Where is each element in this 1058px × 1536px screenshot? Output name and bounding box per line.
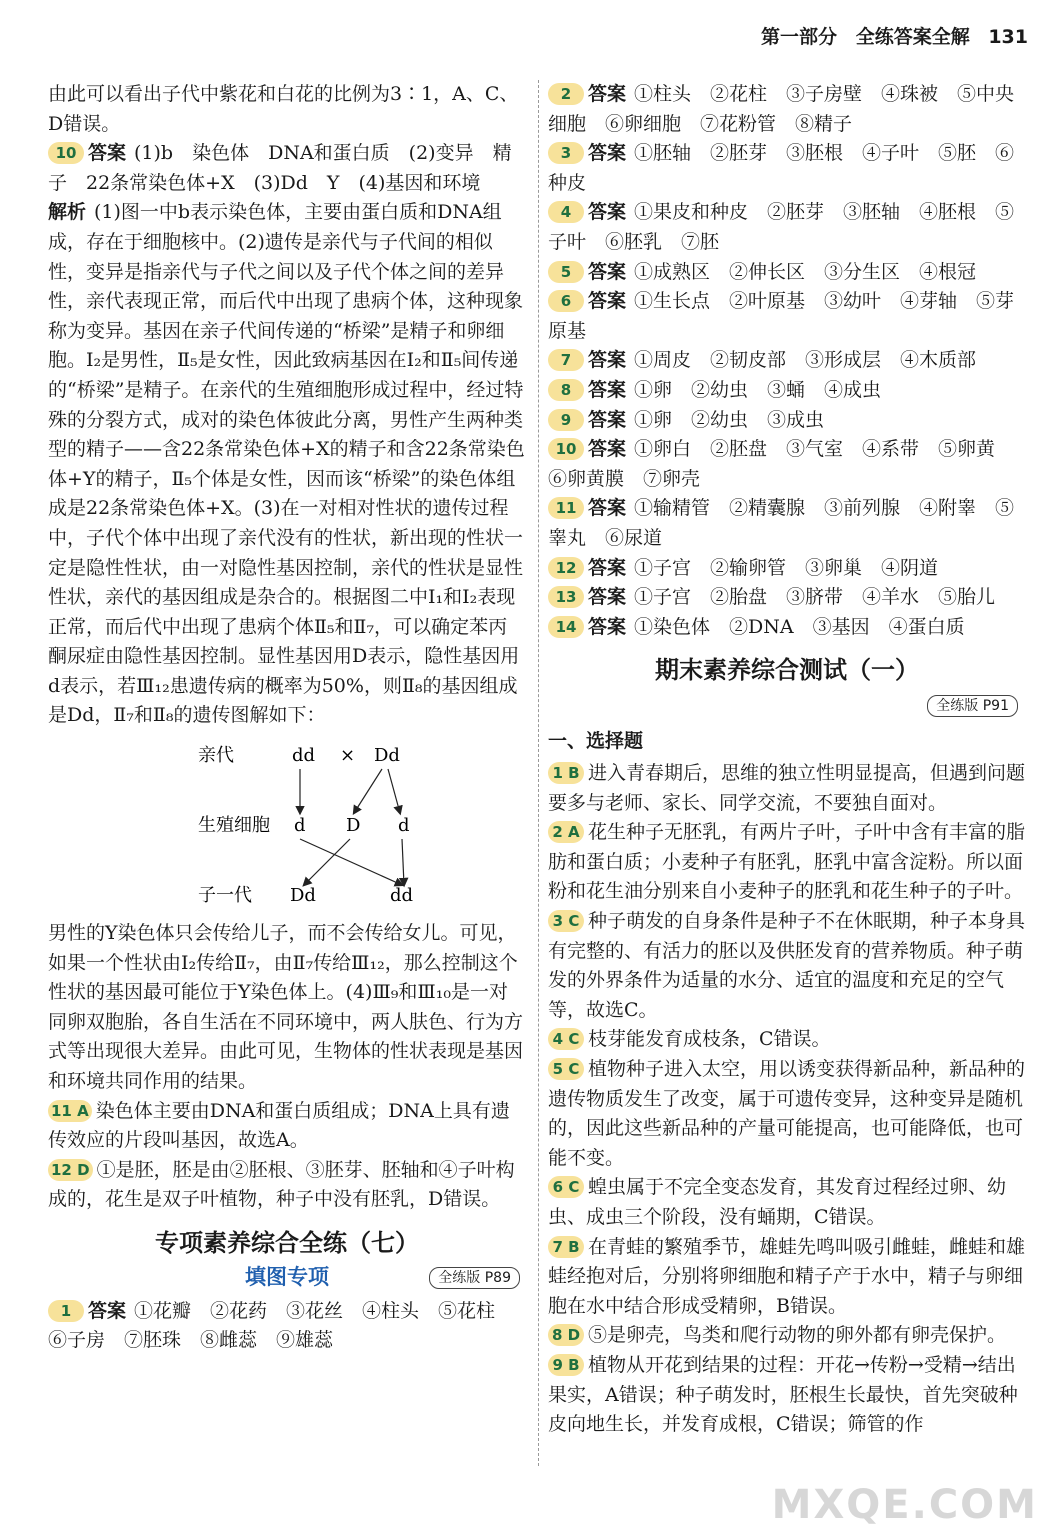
- answer-item: [548, 818, 1026, 907]
- answer-item: [548, 80, 1026, 139]
- answer-item: [548, 198, 1026, 257]
- reference-badge: 全练版 P89: [429, 1267, 520, 1289]
- offspring-2: dd: [390, 885, 414, 907]
- answer-text: 进入青春期后，思维的独立性明显提高，但遇到问题要多与老师、家长、同学交流，不要独自面对。: [548, 762, 1026, 814]
- row-label-parent: 亲代: [198, 745, 234, 767]
- question-number: 5: [548, 261, 584, 283]
- row-label-gamete: 生殖细胞: [198, 815, 270, 837]
- answer-item: [548, 1173, 1026, 1232]
- answer-item: [548, 435, 1026, 494]
- choice-list: [548, 759, 1026, 1440]
- gamete-1: d: [294, 815, 306, 837]
- answer-item: [548, 1025, 1026, 1055]
- answer-text: (1)b 染色体 DNA和蛋白质 (2)变异 精子 22条常染色体+X (3)Dd Y (4)基因和环境: [48, 142, 512, 194]
- parent-2: Dd: [374, 745, 400, 767]
- analysis-label: 解析: [48, 201, 87, 224]
- question-number: 9 B: [548, 1354, 584, 1376]
- answer-label: 答案: [588, 201, 627, 224]
- answer-text: ①卵白 ②胚盘 ③气室 ④系带 ⑤卵黄 ⑥卵黄膜 ⑦卵壳: [548, 438, 1015, 490]
- answer-item: [548, 1233, 1026, 1322]
- left-column: [48, 80, 526, 1356]
- inheritance-diagram: [48, 739, 526, 909]
- answer-item: [548, 258, 1026, 288]
- arrow: [402, 839, 404, 885]
- question-number: 12: [548, 557, 584, 579]
- answer-item: [548, 139, 1026, 198]
- answer-label: 答案: [588, 83, 627, 105]
- answer-text: ①果皮和种皮 ②胚芽 ③胚轴 ④胚根 ⑤子叶 ⑥胚乳 ⑦胚: [548, 201, 1015, 253]
- intro-text: 由此可以看出子代中紫花和白花的比例为3∶1，A、C、D错误。: [48, 83, 519, 135]
- question-number: 1 B: [548, 762, 584, 784]
- answer-text: ①柱头 ②花柱 ③子房壁 ④珠被 ⑤中央细胞 ⑥卵细胞 ⑦花粉管 ⑧精子: [548, 83, 1015, 135]
- question-number: 10: [48, 142, 84, 164]
- section-title: 专项素养综合全练（七）: [155, 1229, 419, 1257]
- answer-label: 答案: [588, 290, 627, 313]
- answer-text: ①成熟区 ②伸长区 ③分生区 ④根冠: [634, 260, 977, 283]
- offspring-1: Dd: [290, 885, 316, 907]
- question-type-heading: 一、选择题: [548, 730, 644, 753]
- answer-label: 答案: [588, 615, 627, 638]
- header-section: 全练答案全解: [855, 26, 970, 48]
- answer-item: [548, 1321, 1026, 1351]
- parent-1: dd: [292, 745, 316, 767]
- fill-1-answer: [48, 1297, 526, 1356]
- q10-analysis: [48, 198, 526, 731]
- question-number: 11: [548, 497, 584, 519]
- answer-text: ①周皮 ②韧皮部 ③形成层 ④木质部: [634, 349, 977, 372]
- question-number: 6 C: [548, 1176, 584, 1198]
- answer-item: [548, 554, 1026, 584]
- analysis-text: (1)图一中b表示染色体，主要由蛋白质和DNA组成，存在于细胞核中。(2)遗传是亲代与子代间的相似性，变异是指亲代与子代之间以及子代个体之间的差异性，亲代表现正常，而后代中出现了患病个体，这种现象称为变异。基因在亲子代间传递的“桥梁”是精子和卵细胞。Ⅰ₂是男性，Ⅱ₅是女性，因此致病基因在Ⅰ₂和Ⅱ₅间传递的“桥梁”是精子。在亲代的生殖细胞形成过程中，经过特殊的分裂方式，成对的染色体彼此分离，男性产生两种类型的精子——含22条常染色体+X的精子和含22条常染色体+Y的精子，Ⅱ₅个体是女性，因而该“桥梁”的染色体组成是22条常染色体+X。(3)在一对相对性状的遗传过程中，子代个体中出现了亲代没有的性状，新出现的性状一定是隐性性状，由一对隐性基因控制，亲代的性状是显性性状，亲代的基因组成是杂合的。根据图二中Ⅰ₁和Ⅰ₂表现正常，而后代中出现了患病个体Ⅱ₅和Ⅱ₇，可以确定苯丙酮尿症由隐性基因控制。显性基因用D表示，隐性基因用d表示，若Ⅲ₁₂患遗传病的概率为50%，则Ⅱ₈的基因组成是Dd，Ⅱ₇和Ⅱ₈的遗传图解如下：: [48, 201, 525, 727]
- answer-label: 答案: [88, 142, 127, 165]
- answer-text: 种子萌发的自身条件是种子不在休眠期，种子本身具有完整的、有活力的胚以及供胚发育的营养物质。种子萌发的外界条件为适量的水分、适宜的温度和充足的空气等，故选C。: [548, 910, 1026, 1021]
- answer-item: [548, 1055, 1026, 1173]
- answer-text: ⑤是卵壳，鸟类和爬行动物的卵外都有卵壳保护。: [588, 1324, 1007, 1347]
- reference-row: [548, 690, 1018, 720]
- answer-text: 枝芽能发育成枝条，C错误。: [588, 1028, 831, 1051]
- answer-text: ①输精管 ②精囊腺 ③前列腺 ④附睾 ⑤睾丸 ⑥尿道: [548, 497, 1015, 549]
- question-number: 1: [48, 1300, 84, 1322]
- answer-label: 答案: [588, 378, 627, 401]
- answer-item: [548, 1351, 1026, 1440]
- column-divider: [538, 80, 539, 1466]
- q12: [48, 1156, 526, 1215]
- answer-label: 答案: [588, 556, 627, 579]
- answer-item: [548, 346, 1026, 376]
- answer-text: ①花瓣 ②花药 ③花丝 ④柱头 ⑤花柱 ⑥子房 ⑦胚珠 ⑧雌蕊 ⑨雄蕊: [48, 1299, 515, 1352]
- arrow: [300, 839, 402, 885]
- answer-text: 植物从开花到结果的过程：开花→传粉→受精→结出果实，A错误；种子萌发时，胚根生长最快，首先突破种皮向地生长，并发育成根，C错误；筛管的作: [548, 1353, 1018, 1436]
- row-label-offspring: 子一代: [198, 885, 252, 907]
- inheritance-diagram-svg: [48, 739, 526, 909]
- answer-text: ①生长点 ②叶原基 ③幼叶 ④芽轴 ⑤芽原基: [548, 290, 1015, 342]
- answer-text: 在青蛙的繁殖季节，雄蛙先鸣叫吸引雌蛙，雌蛙和雄蛙经抱对后，分别将卵细胞和精子产于水中，精子与卵细胞在水中结合形成受精卵，B错误。: [548, 1235, 1026, 1317]
- question-number: 5 C: [548, 1058, 584, 1080]
- question-number: 14: [548, 616, 584, 638]
- answer-text: 蝗虫属于不完全变态发育，其发育过程经过卵、幼虫、成虫三个阶段，没有蛹期，C错误。: [548, 1176, 1007, 1228]
- answer-item: [548, 494, 1026, 553]
- answer-label: 答案: [588, 497, 627, 520]
- question-number: 7 B: [548, 1236, 584, 1258]
- q12-text: ①是胚，胚是由②胚根、③胚芽、胚轴和④子叶构成的，花生是双子叶植物，种子中没有胚乳，D错误。: [48, 1158, 515, 1211]
- right-column: [548, 80, 1026, 1440]
- answer-item: [548, 287, 1026, 346]
- question-number: 2 A: [548, 821, 584, 843]
- section-title: 期末素养综合测试（一）: [655, 656, 919, 685]
- answer-label: 答案: [588, 349, 627, 372]
- answer-text: ①子宫 ②胎盘 ③脐带 ④羊水 ⑤胎儿: [634, 586, 996, 609]
- question-number: 7: [548, 349, 584, 371]
- arrow: [388, 769, 400, 813]
- answer-item: [548, 376, 1026, 406]
- answer-item: [548, 583, 1026, 613]
- q11-text: 染色体主要由DNA和蛋白质组成；DNA上具有遗传效应的片段叫基因，故选A。: [48, 1099, 510, 1152]
- subsection-header: [48, 1263, 526, 1297]
- answer-text: ①卵 ②幼虫 ③蛹 ④成虫: [634, 378, 882, 401]
- question-number: 13: [548, 586, 584, 608]
- question-number: 11 A: [48, 1100, 92, 1122]
- question-number: 10: [548, 438, 584, 460]
- question-number: 12 D: [48, 1159, 93, 1181]
- answer-label: 答案: [588, 408, 627, 431]
- answer-label: 答案: [88, 1299, 127, 1322]
- answer-item: [548, 406, 1026, 436]
- answer-label: 答案: [588, 142, 627, 165]
- arrow: [354, 769, 382, 813]
- question-number: 8 D: [548, 1324, 584, 1346]
- header-part: 第一部分: [761, 26, 838, 48]
- answer-text: ①胚轴 ②胚芽 ③胚根 ④子叶 ⑤胚 ⑥种皮: [548, 142, 1015, 194]
- answer-item: [548, 907, 1026, 1025]
- answer-item: [548, 759, 1026, 818]
- question-number: 8: [548, 379, 584, 401]
- question-number: 4 C: [548, 1028, 584, 1050]
- answer-item: [548, 613, 1026, 643]
- answer-label: 答案: [588, 260, 627, 283]
- q10-after: 男性的Y染色体只会传给儿子，而不会传给女儿。可见，如果一个性状由Ⅰ₂传给Ⅱ₇，由Ⅱ₇传给Ⅲ₁₂，那么控制这个性状的基因最可能位于Y染色体上。(4)Ⅲ₉和Ⅲ₁₀是一对同卵双胞胎，各自生活在不同环境中，两人肤色、行为方式等出现很大差异。由此可见，生物体的性状表现是基因和环境共同作用的结果。: [48, 922, 524, 1093]
- q10-answer: [48, 139, 526, 198]
- answer-label: 答案: [588, 586, 627, 609]
- page-number: 131: [988, 26, 1028, 48]
- q11: [48, 1097, 526, 1156]
- subsection-title: 填图专项: [245, 1264, 329, 1289]
- answer-label: 答案: [588, 438, 627, 461]
- question-number: 3: [548, 142, 584, 164]
- page-header: [749, 22, 1028, 49]
- watermark: MXQE.COM: [771, 1482, 1038, 1528]
- answer-text: ①卵 ②幼虫 ③成虫: [634, 408, 825, 431]
- answer-text: ①染色体 ②DNA ③基因 ④蛋白质: [634, 615, 965, 638]
- question-number: 6: [548, 290, 584, 312]
- cross-symbol: ×: [340, 745, 356, 767]
- question-number: 2: [548, 83, 584, 105]
- answer-text: 花生种子无胚乳，有两片子叶，子叶中含有丰富的脂肪和蛋白质；小麦种子有胚乳，胚乳中富含淀粉。所以面粉和花生油分别来自小麦种子的胚乳和花生种子的子叶。: [548, 821, 1026, 903]
- question-number: 4: [548, 201, 584, 223]
- gamete-2: D: [346, 815, 361, 837]
- question-number: 3 C: [548, 910, 584, 932]
- answer-list: [548, 80, 1026, 642]
- question-number: 9: [548, 409, 584, 431]
- reference-badge: 全练版 P91: [927, 695, 1018, 717]
- answer-text: ①子宫 ②输卵管 ③卵巢 ④阴道: [634, 556, 939, 579]
- answer-text: 植物种子进入太空，用以诱变获得新品种，新品种的遗传物质发生了改变，属于可遗传变异，这种变异是随机的，因此这些新品种的产量可能提高，也可能降低，也可能不变。: [548, 1058, 1026, 1169]
- gamete-3: d: [398, 815, 410, 837]
- arrow: [304, 839, 350, 885]
